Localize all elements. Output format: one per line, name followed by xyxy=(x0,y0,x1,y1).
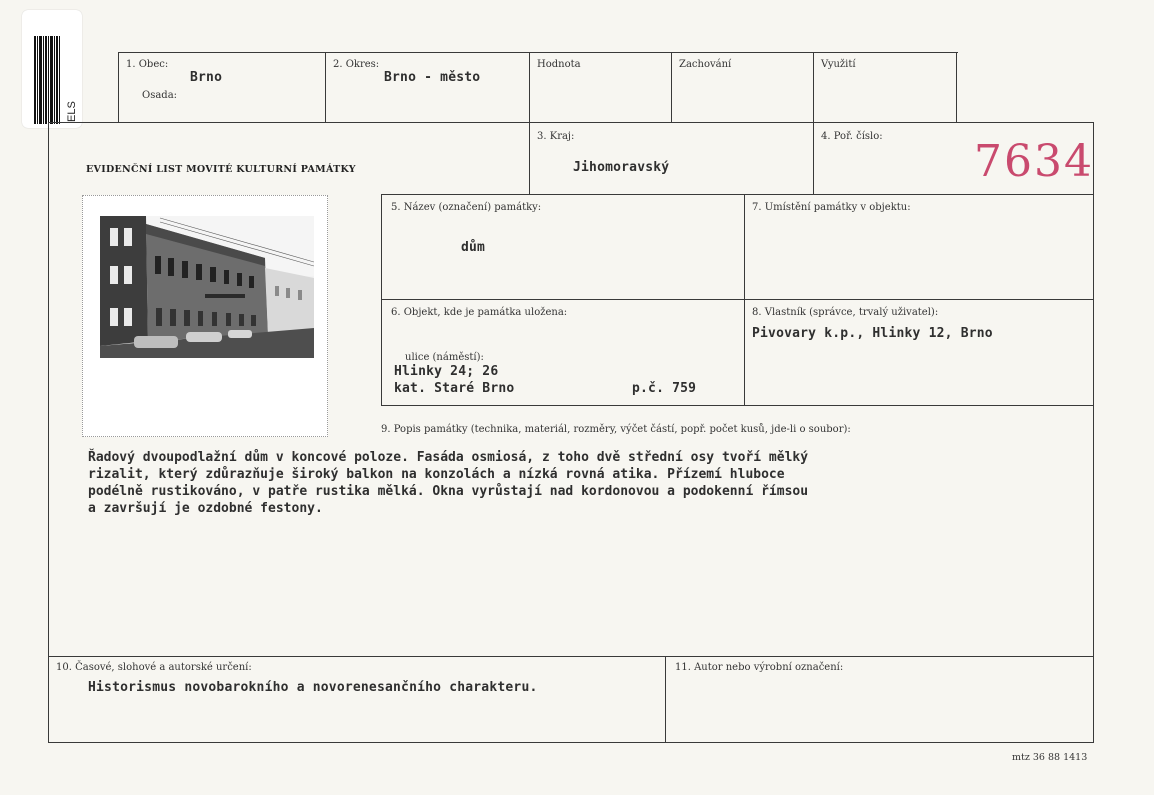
autor-label: 11. Autor nebo výrobní označení: xyxy=(675,662,844,673)
obec-label: 1. Obec: xyxy=(126,59,169,70)
casove-value: Historismus novobarokního a novorenesančního charakteru. xyxy=(88,680,538,695)
card-title: EVIDENČNÍ LIST MOVITÉ KULTURNÍ PAMÁTKY xyxy=(86,164,356,175)
kraj-value: Jihomoravský xyxy=(573,160,670,175)
kat-value: kat. Staré Brno xyxy=(394,381,515,396)
osada-label: Osada: xyxy=(142,90,178,101)
ulice-value: Hlinky 24; 26 xyxy=(394,364,499,379)
vyuziti-label: Využití xyxy=(821,59,856,70)
popis-line: podélně rustikováno, v patře rustika mělká. Okna vyrůstají nad kordonovou a podokenní římsou xyxy=(88,484,809,499)
okres-value: Brno - město xyxy=(384,70,481,85)
ulice-label: ulice (náměstí): xyxy=(405,352,484,363)
zachovani-label: Zachování xyxy=(679,59,732,70)
objekt-label: 6. Objekt, kde je památka uložena: xyxy=(391,307,568,318)
popis-text xyxy=(88,449,1048,517)
nazev-value: dům xyxy=(461,240,486,255)
footer-code: mtz 36 88 1413 xyxy=(1012,752,1088,763)
barcode-icon xyxy=(32,36,62,124)
record-number-stamp: 7634 xyxy=(974,136,1094,187)
obec-value: Brno xyxy=(190,70,223,85)
nazev-label: 5. Název (označení) památky: xyxy=(391,202,542,213)
pc-value: p.č. 759 xyxy=(632,381,697,396)
barcode-label xyxy=(22,10,82,128)
vlastnik-label: 8. Vlastník (správce, trvalý uživatel): xyxy=(752,307,939,318)
casove-label: 10. Časové, slohové a autorské určení: xyxy=(56,662,252,673)
vlastnik-value: Pivovary k.p., Hlinky 12, Brno xyxy=(752,326,993,341)
building-photo xyxy=(100,216,314,358)
hodnota-label: Hodnota xyxy=(537,59,581,70)
photo-frame xyxy=(82,195,328,437)
popis-line: a završují je ozdobné festony. xyxy=(88,501,323,516)
umisteni-label: 7. Umístění památky v objektu: xyxy=(752,202,911,213)
popis-line: Řadový dvoupodlažní dům v koncové poloze. Fasáda osmiosá, z toho dvě střední osy tvoří mělký xyxy=(88,450,809,465)
por-cislo-label: 4. Poř. číslo: xyxy=(821,131,883,142)
okres-label: 2. Okres: xyxy=(333,59,380,70)
popis-label: 9. Popis památky (technika, materiál, rozměry, výčet částí, popř. počet kusů, jde-li o soubor): xyxy=(381,424,851,435)
barcode-text: ELS xyxy=(66,101,78,122)
popis-line: rizalit, který zdůrazňuje široký balkon na konzolách a nízká rovná atika. Přízemí hluboce xyxy=(88,467,785,482)
kraj-label: 3. Kraj: xyxy=(537,131,575,142)
